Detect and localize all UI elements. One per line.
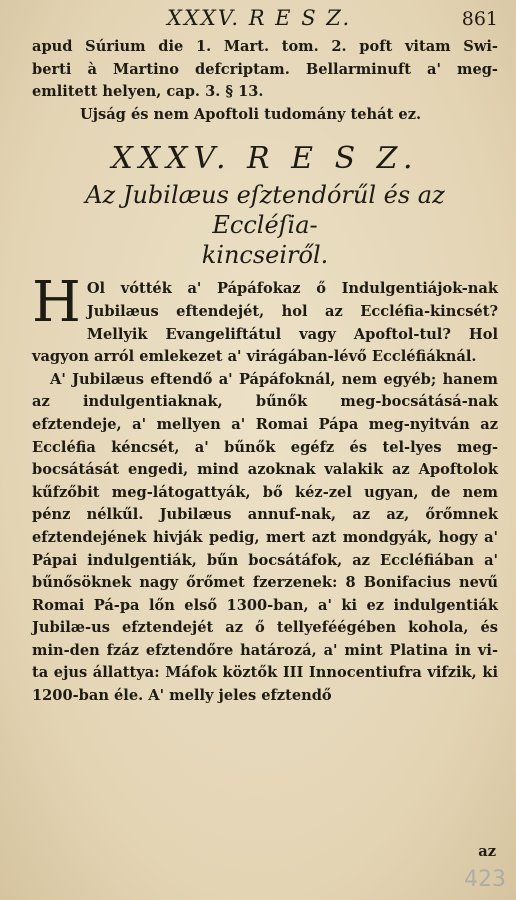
continued-line: apud Súrium die 1. Mart. tom. 2. poft vitam Swi- <box>32 38 498 55</box>
paragraph-2: A' Jubilæus eftendő a' Pápáfoknál, nem egyéb; hanem az indulgentiaknak, bűnők meg-bocsátásá-nak efztendeje, a' mellyen a' Romai Pápa meg-nyitván az Eccléfia kéncsét, a' bűnők egéfz és tel-lyes meg-bocsátását engedi, mind azoknak valakik az Apoftolok kűfzőbit meg-látogattyák, bő kéz-zel ugyan, de nem pénz nélkűl. Jubilæus annuf-nak, az az, őrőmnek efztendejének hivják pedig, mert azt mondgyák, hogy a' Pápai indulgentiák, bűn bocsátáfok, az Eccléfiában a' bűnősöknek nagy őrőmet fzerzenek: 8 Bonifacius nevű Romai Pá-pa lőn első 1300-ban, a' ki ez indulgentiák Jubilæ-us efztendejét az ő tellyeféégében kohola, és min-den fzáz efztendőre határozá, a' mint Platina in vi-ta ejus állattya: Máfok köztők III Innocentiufra vifzik, ki 1200-ban éle. A' melly jeles efztendő <box>32 370 498 705</box>
drop-cap: H <box>32 270 81 336</box>
catchword: az <box>478 843 496 860</box>
chapter-heading: XXXV. R E S Z. <box>111 141 419 177</box>
page-number: 861 <box>461 8 498 30</box>
continued-text <box>32 36 498 126</box>
continued-line: berti à Martino defcriptam. Bellarminuft a' meg- <box>32 60 498 78</box>
pencil-folio-mark: 423 <box>464 867 506 892</box>
chapter-title <box>32 180 498 270</box>
chapter-body <box>32 270 498 707</box>
paragraph-1 <box>32 270 498 368</box>
chapter-title-line: kincseiről. <box>201 241 329 270</box>
continued-line: emlitett helyen, cap. 3. § 13. <box>32 83 264 101</box>
paragraph-1-text: Ol vótték a' Pápáfokaz ő Indulgentiájok-nak Jubilæus eftendejét, hol az Eccléfia-kincsét? Mellyik Evangeliftátul vagy Apoftol-tul? Hol vagyon arról emlekezet a' virágában-lévő Eccléfiáknál. <box>32 280 498 366</box>
chapter-title-line: Az Jubilæus eſztendórűl és az Eccléſia- <box>85 181 445 240</box>
continued-last-line: Ujság és nem Apoftoli tudomány tehát ez. <box>80 105 422 123</box>
running-head <box>32 6 498 36</box>
running-head-title: XXXV. R E S Z. <box>167 6 352 30</box>
